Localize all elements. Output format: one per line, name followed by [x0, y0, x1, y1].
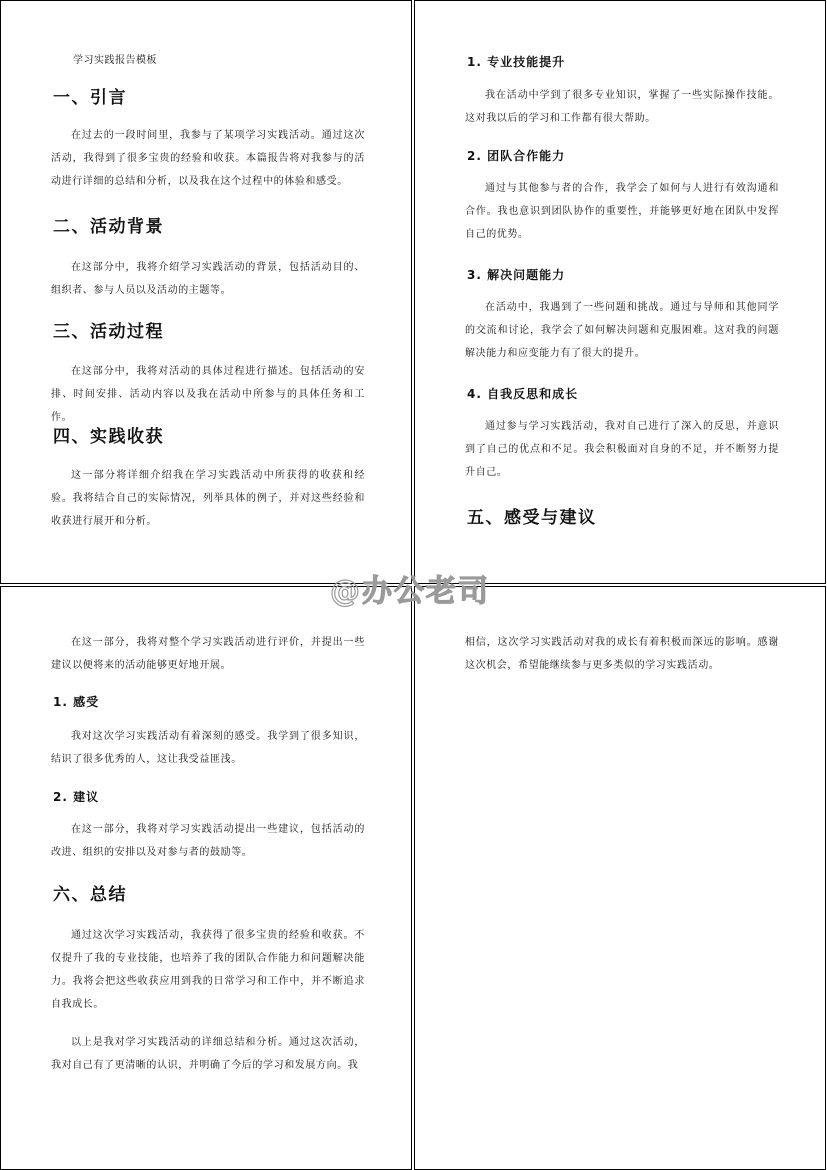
- body-reflection: 通过参与学习实践活动，我对自己进行了深入的反思，并意识到了自己的优点和不足。我会积极面对自身的不足，并不断努力提升自己。: [465, 421, 779, 478]
- section-body-summary-2: 以上是我对学习实践活动的详细总结和分析。通过这次活动，我对自己有了更清晰的认识，并明确了今后的学习和发展方向。我: [51, 1037, 365, 1071]
- subheading-feelings: 1. 感受: [53, 695, 100, 709]
- page-3: [0, 586, 412, 1170]
- section-body-summary-1: 通过这次学习实践活动，我获得了很多宝贵的经验和收获。不仅提升了我的专业技能，也培养了我的团队合作能力和问题解决能力。我将会把这些收获应用到我的日常学习和工作中，并不断追求自我成长。: [51, 930, 365, 1010]
- section-body-gains: 这一部分将详细介绍我在学习实践活动中所获得的收获和经验。我将结合自己的实际情况，列举具体的例子，并对这些经验和收获进行展开和分析。: [51, 470, 365, 527]
- section-heading-summary: 六、总结: [53, 885, 127, 905]
- body-skills: 我在活动中学到了很多专业知识，掌握了一些实际操作技能。这对我以后的学习和工作都有很大帮助。: [465, 90, 779, 124]
- section-heading-introduction: 一、引言: [53, 88, 127, 108]
- section-body-background: 在这部分中，我将介绍学习实践活动的背景，包括活动目的、组织者、参与人员以及活动的主题等。: [51, 262, 365, 296]
- section-body-feelings-intro: 在这一部分，我将对整个学习实践活动进行评价，并提出一些建议以便将来的活动能够更好地开展。: [51, 637, 365, 671]
- document-title: 学习实践报告模板: [73, 55, 157, 66]
- section-heading-gains: 四、实践收获: [53, 427, 164, 447]
- subheading-teamwork: 2. 团队合作能力: [467, 149, 566, 163]
- page-2: [414, 0, 826, 584]
- page-1: [0, 0, 412, 584]
- section-heading-feelings: 五、感受与建议: [467, 508, 597, 528]
- section-heading-process: 三、活动过程: [53, 322, 164, 342]
- body-teamwork: 通过与其他参与者的合作，我学会了如何与人进行有效沟通和合作。我也意识到团队协作的重要性，并能够更好地在团队中发挥自己的优势。: [465, 183, 779, 240]
- page-4: [414, 586, 826, 1170]
- subheading-skills: 1. 专业技能提升: [467, 55, 566, 69]
- watermark-text: @办公老司: [330, 574, 490, 609]
- subheading-suggestions: 2. 建议: [53, 790, 100, 804]
- section-body-process: 在这部分中，我将对活动的具体过程进行描述。包括活动的安排、时间安排、活动内容以及我在活动中所参与的具体任务和工作。: [51, 366, 365, 423]
- body-feelings: 我对这次学习实践活动有着深刻的感受。我学到了很多知识，结识了很多优秀的人，这让我受益匪浅。: [51, 731, 365, 765]
- subheading-reflection: 4. 自我反思和成长: [467, 387, 579, 401]
- body-suggestions: 在这一部分，我将对学习实践活动提出一些建议，包括活动的改进、组织的安排以及对参与者的鼓励等。: [51, 824, 365, 858]
- section-body-introduction: 在过去的一段时间里，我参与了某项学习实践活动。通过这次活动，我得到了很多宝贵的经验和收获。本篇报告将对我参与的活动进行详细的总结和分析，以及我在这个过程中的体验和感受。: [51, 130, 365, 187]
- section-heading-background: 二、活动背景: [53, 217, 164, 237]
- section-body-summary-continued: 相信，这次学习实践活动对我的成长有着积极而深远的影响。感谢这次机会，希望能继续参与更多类似的学习实践活动。: [465, 637, 779, 671]
- subheading-problem-solving: 3. 解决问题能力: [467, 268, 566, 282]
- body-problem-solving: 在活动中，我遇到了一些问题和挑战。通过与导师和其他同学的交流和讨论，我学会了如何解决问题和克服困难。这对我的问题解决能力和应变能力有了很大的提升。: [465, 302, 779, 359]
